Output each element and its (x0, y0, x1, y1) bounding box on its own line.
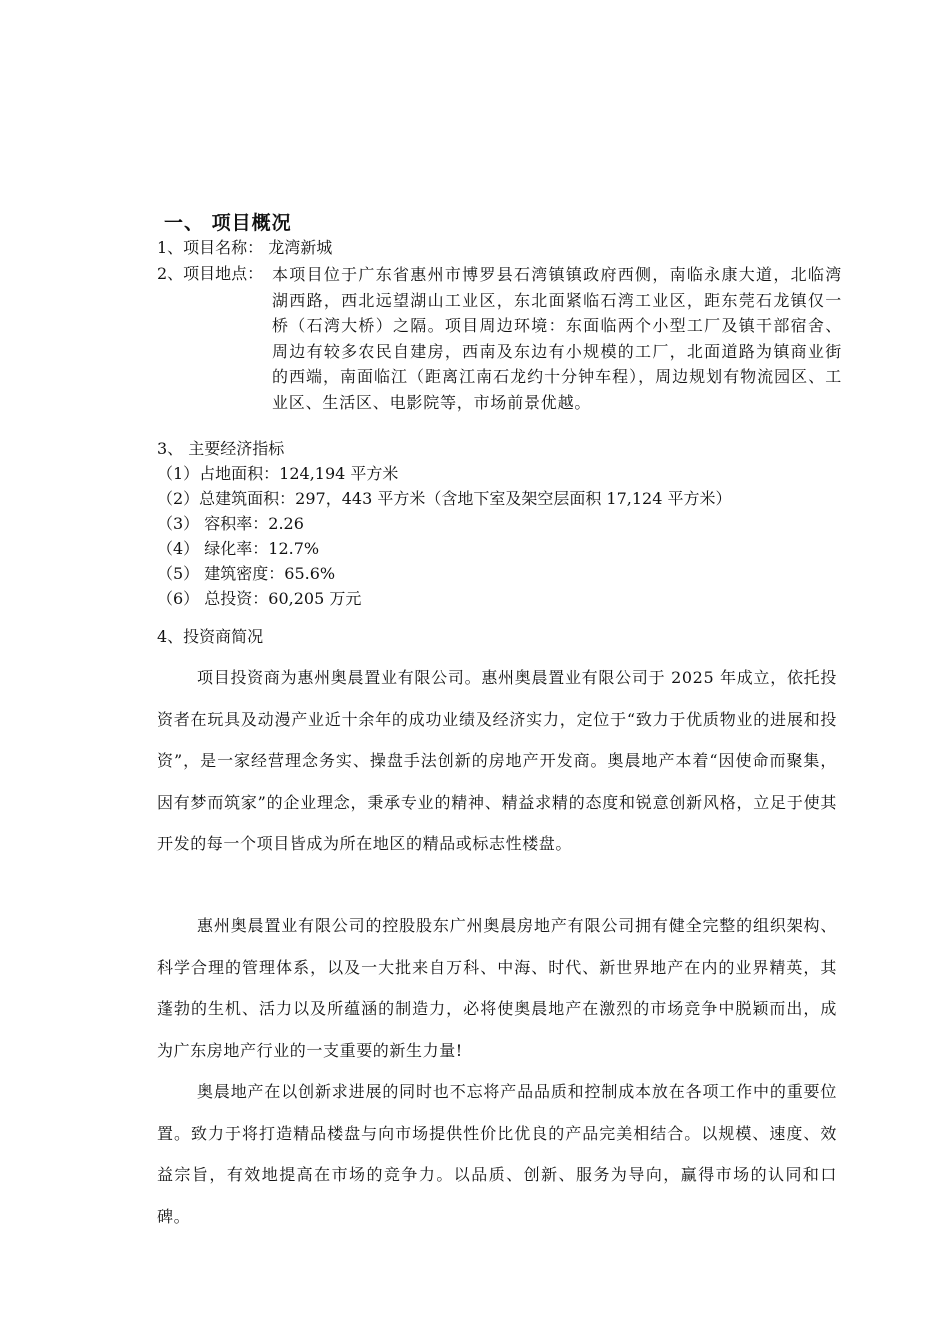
indicator-plot-ratio: （3） 容积率：2.26 (157, 514, 304, 533)
indicator-building-area: （2）总建筑面积：297，443 平方米（含地下室及架空层面积 17,124 平方米） (157, 489, 732, 508)
project-location-text: 本项目位于广东省惠州市博罗县石湾镇镇政府西侧，南临永康大道，北临湾湖西路，西北远望湖山工业区，东北面紧临石湾工业区，距东莞石龙镇仅一桥（石湾大桥）之隔。项目周边环境：东面临两个小型工厂及镇干部宿舍、周边有较多农民自建房，西南及东边有小规模的工厂，北面道路为镇商业街的西端，南面临江（距离江南石龙约十分钟车程），周边规划有物流园区、工业区、生活区、电影院等，市场前景优越。 (272, 265, 842, 412)
investor-paragraph-2: 惠州奥晨置业有限公司的控股股东广州奥晨房地产有限公司拥有健全完整的组织架构、科学合理的管理体系，以及一大批来自万科、中海、时代、新世界地产在内的业界精英，其蓬勃的生机、活力以及所蕴涵的制造力，必将使奥晨地产在激烈的市场竞争中脱颖而出，成为广东房地产行业的一支重要的新生力量! (157, 916, 837, 1060)
indicator-building-density: （5） 建筑密度：65.6% (157, 564, 336, 583)
section-heading: 一、 项目概况 (164, 212, 292, 234)
indicator-total-investment: （6） 总投资：60,205 万元 (157, 589, 362, 608)
project-location-label: 2、项目地点： (157, 264, 264, 283)
economic-indicators-heading: 3、 主要经济指标 (157, 439, 285, 458)
indicator-land-area: （1）占地面积：124,194 平方米 (157, 464, 399, 483)
investor-paragraph-1: 项目投资商为惠州奥晨置业有限公司。惠州奥晨置业有限公司于 2025 年成立，依托投资者在玩具及动漫产业近十余年的成功业绩及经济实力，定位于“致力于优质物业的进展和投资”，是一家经营理念务实、操盘手法创新的房地产开发商。奥晨地产本着“因使命而聚集，因有梦而筑家”的企业理念，秉承专业的精神、精益求精的态度和锐意创新风格，立足于使其开发的每一个项目皆成为所在地区的精品或标志性楼盘。 (157, 668, 837, 853)
project-name-line: 1、项目名称： 龙湾新城 (157, 238, 333, 257)
indicator-green-rate: （4） 绿化率：12.7% (157, 539, 320, 558)
investor-heading: 4、投资商简况 (157, 627, 264, 646)
investor-paragraph-3: 奥晨地产在以创新求进展的同时也不忘将产品品质和控制成本放在各项工作中的重要位置。致力于将打造精品楼盘与向市场提供性价比优良的产品完美相结合。以规模、速度、效益宗旨，有效地提高在市场的竞争力。以品质、创新、服务为导向，赢得市场的认同和口碑。 (157, 1082, 837, 1226)
